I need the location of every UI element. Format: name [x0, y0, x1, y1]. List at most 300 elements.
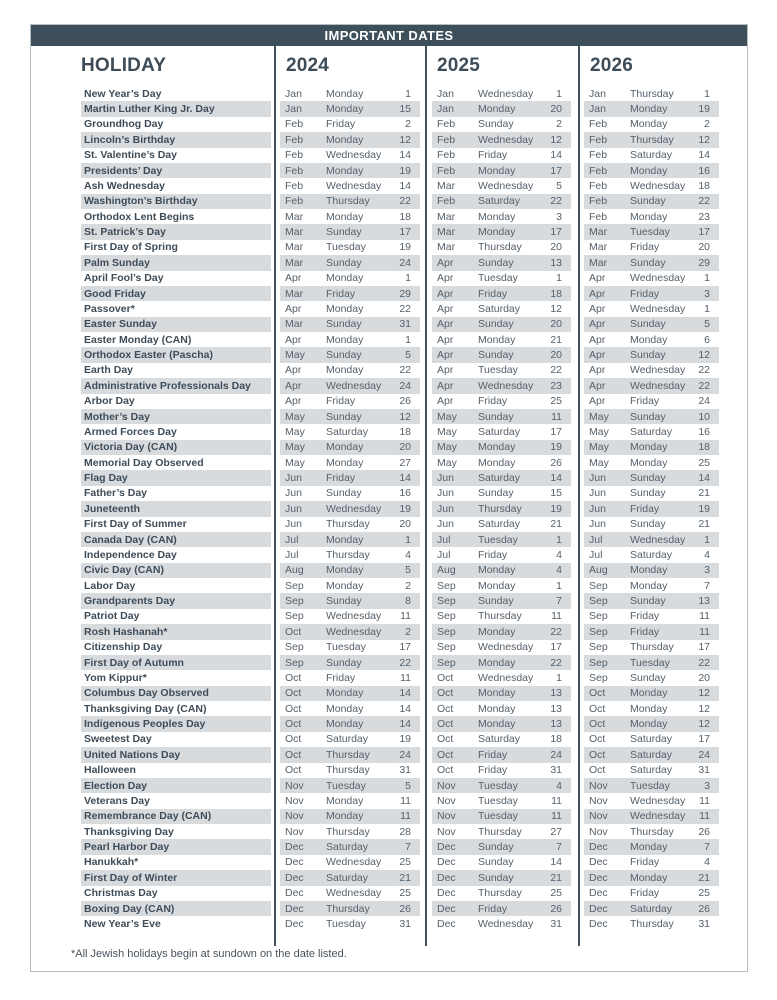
month-label: Mar: [589, 226, 608, 239]
holiday-name: New Year’s Day: [84, 87, 162, 100]
table-body: [31, 46, 747, 971]
holiday-name-cell: [31, 870, 274, 885]
weekday-label: Thursday: [326, 518, 370, 531]
weekday-label: Monday: [478, 164, 516, 177]
date-cell-2026: [578, 517, 749, 532]
table-row: [31, 194, 747, 209]
weekday-label: Friday: [630, 287, 660, 300]
date-cell-2024: [274, 701, 425, 716]
day-number: 17: [550, 641, 562, 654]
day-number: 2: [405, 118, 411, 131]
day-number: 22: [399, 656, 411, 669]
month-label: May: [437, 456, 457, 469]
table-row: [31, 747, 747, 762]
table-row: [31, 824, 747, 839]
holiday-name: Groundhog Day: [84, 118, 164, 131]
date-cell-2025: [425, 855, 578, 870]
date-cell-2024: [274, 824, 425, 839]
weekday-label: Monday: [630, 456, 668, 469]
weekday-label: Wednesday: [630, 272, 686, 285]
month-label: Oct: [285, 702, 302, 715]
weekday-label: Wednesday: [326, 502, 382, 515]
date-cell-2026: [578, 486, 749, 501]
month-label: Sep: [589, 671, 608, 684]
weekday-label: Saturday: [326, 871, 369, 884]
day-number: 31: [399, 917, 411, 930]
holiday-name-cell: [31, 593, 274, 608]
date-cell-2024: [274, 148, 425, 163]
month-label: Aug: [437, 564, 456, 577]
weekday-label: Sunday: [326, 226, 362, 239]
month-label: Jun: [437, 487, 454, 500]
month-label: Nov: [285, 794, 304, 807]
important-dates-sheet: [30, 24, 748, 972]
month-label: Apr: [589, 318, 606, 331]
month-label: Apr: [589, 272, 606, 285]
day-number: 29: [698, 256, 710, 269]
weekday-label: Wednesday: [326, 887, 382, 900]
date-cell-2024: [274, 532, 425, 547]
holiday-name: St. Patrick’s Day: [81, 224, 271, 239]
day-number: 19: [698, 103, 710, 116]
holiday-name-cell: [31, 301, 274, 316]
weekday-label: Monday: [326, 210, 364, 223]
date-cell-2024: [274, 640, 425, 655]
day-number: 1: [556, 87, 562, 100]
month-label: Apr: [285, 333, 302, 346]
weekday-label: Monday: [478, 103, 516, 116]
weekday-label: Friday: [326, 395, 356, 408]
holiday-name-cell: [31, 178, 274, 193]
weekday-label: Wednesday: [478, 87, 534, 100]
holiday-name-cell: [31, 194, 274, 209]
day-number: 10: [698, 410, 710, 423]
day-number: 1: [405, 333, 411, 346]
table-row: [31, 809, 747, 824]
holiday-name-cell: [31, 839, 274, 854]
month-label: Dec: [285, 887, 304, 900]
holiday-name-cell: [31, 317, 274, 332]
weekday-label: Sunday: [630, 518, 666, 531]
date-cell-2026: [578, 547, 749, 562]
weekday-label: Monday: [630, 164, 668, 177]
table-row: [31, 132, 747, 147]
month-label: Dec: [285, 871, 304, 884]
date-cell-2026: [578, 563, 749, 578]
weekday-label: Friday: [630, 856, 660, 869]
table-row: [31, 763, 747, 778]
day-number: 31: [698, 917, 710, 930]
month-label: May: [285, 456, 305, 469]
table-row: [31, 470, 747, 485]
day-number: 3: [704, 779, 710, 792]
date-cell-2024: [274, 86, 425, 101]
date-cell-2024: [274, 240, 425, 255]
weekday-label: Saturday: [478, 195, 521, 208]
table-row: [31, 640, 747, 655]
month-label: Jul: [285, 548, 299, 561]
holiday-name-cell: [31, 640, 274, 655]
month-label: Apr: [589, 287, 606, 300]
month-label: Dec: [437, 902, 456, 915]
date-cell-2025: [425, 624, 578, 639]
month-label: Oct: [437, 733, 454, 746]
weekday-label: Friday: [630, 502, 660, 515]
date-cell-2026: [578, 148, 749, 163]
holiday-name-cell: [31, 778, 274, 793]
month-label: Sep: [285, 610, 304, 623]
weekday-label: Friday: [478, 395, 508, 408]
day-number: 16: [698, 164, 710, 177]
date-cell-2024: [274, 593, 425, 608]
month-label: Jun: [437, 502, 454, 515]
month-label: Sep: [589, 656, 608, 669]
month-label: Dec: [285, 856, 304, 869]
weekday-label: Wednesday: [630, 794, 686, 807]
day-number: 31: [399, 764, 411, 777]
weekday-label: Monday: [326, 103, 364, 116]
weekday-label: Thursday: [326, 748, 370, 761]
weekday-label: Thursday: [326, 825, 370, 838]
holiday-name: Orthodox Easter (Pascha): [81, 347, 271, 362]
weekday-label: Thursday: [478, 241, 522, 254]
date-cell-2026: [578, 609, 749, 624]
day-number: 25: [550, 887, 562, 900]
date-cell-2026: [578, 470, 749, 485]
table-row: [31, 563, 747, 578]
month-label: Sep: [589, 625, 608, 638]
holiday-name-cell: [31, 855, 274, 870]
month-label: May: [589, 425, 609, 438]
date-cell-2025: [425, 640, 578, 655]
month-label: Oct: [589, 748, 606, 761]
date-cell-2026: [578, 394, 749, 409]
holiday-name-cell: [31, 117, 274, 132]
date-cell-2026: [578, 809, 749, 824]
holiday-name: First Day of Autumn: [81, 655, 271, 670]
day-number: 11: [400, 610, 411, 623]
month-label: May: [589, 456, 609, 469]
day-number: 1: [704, 533, 710, 546]
table-row: [31, 286, 747, 301]
month-label: Apr: [437, 349, 454, 362]
weekday-label: Sunday: [478, 118, 514, 131]
day-number: 20: [550, 318, 562, 331]
month-label: Nov: [437, 825, 456, 838]
date-cell-2025: [425, 224, 578, 239]
holiday-name: Arbor Day: [84, 395, 135, 408]
holiday-name-cell: [31, 424, 274, 439]
weekday-label: Tuesday: [478, 533, 518, 546]
holiday-name-cell: [31, 763, 274, 778]
month-label: Mar: [437, 226, 456, 239]
weekday-label: Wednesday: [326, 625, 382, 638]
month-label: Feb: [437, 195, 456, 208]
holiday-name-cell: [31, 609, 274, 624]
weekday-label: Monday: [326, 302, 364, 315]
date-cell-2026: [578, 824, 749, 839]
holiday-column-header: HOLIDAY: [81, 55, 167, 76]
date-cell-2025: [425, 163, 578, 178]
day-number: 24: [399, 748, 411, 761]
month-label: Apr: [437, 364, 454, 377]
day-number: 17: [698, 226, 710, 239]
weekday-label: Thursday: [326, 902, 370, 915]
month-label: Nov: [589, 779, 608, 792]
holiday-name: Canada Day (CAN): [81, 532, 271, 547]
month-label: Jul: [589, 548, 603, 561]
date-cell-2025: [425, 286, 578, 301]
holiday-name: Victoria Day (CAN): [81, 440, 271, 455]
weekday-label: Wednesday: [326, 610, 382, 623]
date-cell-2025: [425, 532, 578, 547]
date-cell-2025: [425, 240, 578, 255]
weekday-label: Saturday: [630, 764, 673, 777]
month-label: Oct: [285, 687, 302, 700]
date-cell-2025: [425, 255, 578, 270]
day-number: 13: [550, 702, 562, 715]
month-label: Sep: [437, 625, 456, 638]
holiday-name-cell: [31, 440, 274, 455]
day-number: 25: [550, 395, 562, 408]
day-number: 1: [556, 533, 562, 546]
month-label: Mar: [285, 287, 304, 300]
holiday-name: Flag Day: [81, 470, 271, 485]
day-number: 31: [550, 917, 562, 930]
weekday-label: Saturday: [478, 518, 521, 531]
weekday-label: Sunday: [478, 256, 514, 269]
day-number: 20: [399, 518, 411, 531]
table-row: [31, 793, 747, 808]
date-cell-2024: [274, 378, 425, 393]
month-label: Apr: [437, 256, 454, 269]
holiday-name-cell: [31, 86, 274, 101]
weekday-label: Sunday: [630, 349, 666, 362]
month-label: Feb: [589, 133, 608, 146]
date-cell-2026: [578, 378, 749, 393]
month-label: Mar: [589, 241, 608, 254]
day-number: 5: [704, 318, 710, 331]
date-cell-2026: [578, 578, 749, 593]
weekday-label: Wednesday: [630, 379, 686, 392]
holiday-name: First Day of Spring: [84, 241, 178, 254]
table-row: [31, 593, 747, 608]
weekday-label: Monday: [630, 118, 668, 131]
weekday-label: Sunday: [478, 871, 514, 884]
date-cell-2026: [578, 870, 749, 885]
month-label: Apr: [437, 287, 454, 300]
day-number: 4: [556, 548, 562, 561]
day-number: 22: [399, 302, 411, 315]
date-cell-2024: [274, 317, 425, 332]
day-number: 5: [405, 779, 411, 792]
month-label: Jun: [437, 472, 454, 485]
weekday-label: Friday: [326, 118, 356, 131]
month-label: Feb: [589, 149, 608, 162]
date-cell-2025: [425, 347, 578, 362]
holiday-name: Father’s Day: [84, 487, 148, 500]
month-label: Apr: [285, 395, 302, 408]
holiday-name-cell: [31, 148, 274, 163]
weekday-label: Tuesday: [326, 641, 366, 654]
month-label: Feb: [589, 210, 608, 223]
weekday-label: Tuesday: [478, 810, 518, 823]
day-number: 5: [405, 349, 411, 362]
weekday-label: Monday: [326, 364, 364, 377]
day-number: 3: [704, 287, 710, 300]
date-cell-2025: [425, 132, 578, 147]
date-cell-2024: [274, 609, 425, 624]
weekday-label: Thursday: [478, 502, 522, 515]
column-divider: [578, 46, 580, 946]
weekday-label: Friday: [630, 241, 660, 254]
month-label: Sep: [285, 641, 304, 654]
date-cell-2025: [425, 271, 578, 286]
weekday-label: Thursday: [478, 825, 522, 838]
day-number: 22: [550, 195, 562, 208]
date-cell-2026: [578, 178, 749, 193]
day-number: 22: [698, 379, 710, 392]
holiday-name-cell: [31, 670, 274, 685]
weekday-label: Monday: [630, 841, 668, 854]
table-row: [31, 886, 747, 901]
day-number: 1: [405, 87, 411, 100]
weekday-label: Saturday: [630, 425, 673, 438]
day-number: 4: [704, 548, 710, 561]
day-number: 13: [550, 718, 562, 731]
day-number: 4: [556, 779, 562, 792]
weekday-label: Sunday: [630, 595, 666, 608]
day-number: 11: [551, 410, 562, 423]
weekday-label: Tuesday: [478, 364, 518, 377]
month-label: Nov: [437, 779, 456, 792]
date-cell-2024: [274, 655, 425, 670]
month-label: Dec: [589, 841, 608, 854]
month-label: Feb: [437, 164, 456, 177]
date-cell-2024: [274, 809, 425, 824]
weekday-label: Monday: [326, 164, 364, 177]
day-number: 22: [550, 625, 562, 638]
holiday-name-cell: [31, 624, 274, 639]
title-bar: [31, 25, 747, 46]
holiday-name: Washington’s Birthday: [81, 194, 271, 209]
date-cell-2025: [425, 86, 578, 101]
day-number: 27: [399, 456, 411, 469]
holiday-name: Thanksgiving Day (CAN): [84, 702, 207, 715]
date-cell-2026: [578, 409, 749, 424]
holiday-name-cell: [31, 732, 274, 747]
month-label: Dec: [437, 887, 456, 900]
month-label: Dec: [589, 871, 608, 884]
table-row: [31, 255, 747, 270]
date-cell-2026: [578, 240, 749, 255]
table-row: [31, 317, 747, 332]
weekday-label: Monday: [326, 133, 364, 146]
day-number: 12: [698, 687, 710, 700]
weekday-label: Sunday: [478, 841, 514, 854]
weekday-label: Monday: [326, 579, 364, 592]
date-cell-2024: [274, 563, 425, 578]
month-label: Apr: [285, 364, 302, 377]
weekday-label: Tuesday: [478, 272, 518, 285]
day-number: 26: [698, 902, 710, 915]
table-row: [31, 716, 747, 731]
weekday-label: Monday: [478, 625, 516, 638]
month-label: May: [285, 425, 305, 438]
date-cell-2026: [578, 839, 749, 854]
month-label: Feb: [285, 195, 304, 208]
month-label: Feb: [589, 118, 608, 131]
holiday-name-cell: [31, 101, 274, 116]
weekday-label: Wednesday: [630, 302, 686, 315]
table-row: [31, 732, 747, 747]
date-cell-2024: [274, 686, 425, 701]
holiday-name-cell: [31, 578, 274, 593]
weekday-label: Tuesday: [326, 917, 366, 930]
date-cell-2025: [425, 609, 578, 624]
holiday-name-cell: [31, 747, 274, 762]
holiday-name: Good Friday: [81, 286, 271, 301]
holiday-name: Rosh Hashanah*: [81, 624, 271, 639]
holiday-name-cell: [31, 455, 274, 470]
date-cell-2025: [425, 578, 578, 593]
date-cell-2026: [578, 440, 749, 455]
month-label: Jun: [285, 518, 302, 531]
day-number: 12: [698, 718, 710, 731]
date-cell-2025: [425, 686, 578, 701]
month-label: Jan: [437, 87, 454, 100]
day-number: 26: [399, 395, 411, 408]
month-label: Oct: [589, 687, 606, 700]
day-number: 5: [405, 564, 411, 577]
day-number: 24: [550, 748, 562, 761]
day-number: 6: [704, 333, 710, 346]
month-label: Mar: [437, 179, 456, 192]
month-label: Nov: [589, 794, 608, 807]
day-number: 21: [550, 518, 562, 531]
table-row: [31, 778, 747, 793]
date-cell-2024: [274, 424, 425, 439]
weekday-label: Saturday: [478, 425, 521, 438]
holiday-name: Halloween: [84, 764, 136, 777]
month-label: Jun: [589, 502, 606, 515]
month-label: Sep: [589, 641, 608, 654]
month-label: Dec: [437, 871, 456, 884]
day-number: 22: [399, 364, 411, 377]
date-cell-2026: [578, 747, 749, 762]
weekday-label: Friday: [478, 149, 508, 162]
month-label: Apr: [437, 333, 454, 346]
table-row: [31, 440, 747, 455]
weekday-label: Monday: [478, 687, 516, 700]
holiday-name: Yom Kippur*: [84, 671, 147, 684]
day-number: 1: [556, 671, 562, 684]
month-label: Mar: [285, 210, 304, 223]
month-label: Mar: [437, 210, 456, 223]
day-number: 14: [550, 472, 562, 485]
weekday-label: Sunday: [326, 595, 362, 608]
weekday-label: Sunday: [630, 410, 666, 423]
day-number: 21: [399, 871, 411, 884]
holiday-name: Earth Day: [84, 364, 134, 377]
holiday-name: Election Day: [81, 778, 271, 793]
day-number: 14: [550, 149, 562, 162]
day-number: 12: [698, 133, 710, 146]
month-label: Feb: [437, 149, 456, 162]
weekday-label: Thursday: [630, 87, 674, 100]
holiday-name: Mother’s Day: [81, 409, 271, 424]
day-number: 3: [556, 210, 562, 223]
